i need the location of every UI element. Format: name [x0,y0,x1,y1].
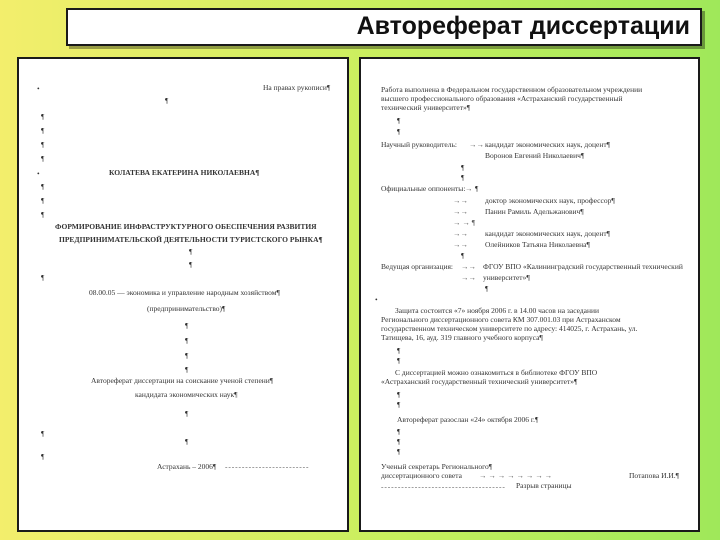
title-page-left [17,57,349,532]
thesis-title-line-2: ПРЕДПРИНИМАТЕЛЬСКОЙ ДЕЯТЕЛЬНОСТИ ТУРИСТСКОГО РЫНКА¶ [59,235,323,244]
pilcrow: ¶ [41,210,45,219]
slide-title: Автореферат диссертации [356,12,690,40]
pilcrow: ¶ [41,126,45,135]
specialty-code: 08.00.05 — экономика и управление народным хозяйством¶ [89,288,280,297]
pilcrow: ¶ [189,260,193,269]
supervisor-name: Воронов Евгений Николаевич¶ [485,151,585,160]
lead-org-line-2: университет»¶ [483,273,530,282]
defense-line-2: Регионального диссертационного совета КМ 307.001.03 при Астраханском [381,315,621,324]
pilcrow: ¶ [185,321,189,330]
secretary-line-1: Ученый секретарь Регионального¶ [381,462,493,471]
slide-title-box [66,8,702,46]
done-at-line-2: высшего профессионального образования «Астраханский государственный [381,94,623,103]
tab-arrows: →→ [453,229,468,238]
opponent-2-name: Олейников Татьяна Николаевна¶ [485,240,590,249]
abstract-note-line-2: кандидата экономических наук¶ [135,390,238,399]
tab-arrows: →→ [469,140,484,149]
lead-org-line-1: ФГОУ ВПО «Калининградский государственный технический [483,262,683,271]
bullet-mark: • [375,295,378,304]
tab-arrows: →→ [461,273,476,282]
page-break-line: - - - - - - - - - - - - - - - - - - - - - - - - - [225,462,308,471]
secretary-name: Потапова И.И.¶ [629,471,680,480]
tab-arrows: →→ [461,262,476,271]
specialty-detail: (предпринимательство)¶ [147,304,226,313]
secretary-line-2: диссертационного совета [381,471,462,480]
pilcrow: ¶ [41,273,45,282]
pilcrow: ¶ [185,365,189,374]
supervisor-label: Научный руководитель: [381,140,457,149]
library-line-2: «Астраханский государственный технический университет»¶ [381,377,578,386]
tab-arrows: →→ [453,196,468,205]
pilcrow: ¶ [41,154,45,163]
pilcrow: ¶ [461,251,465,260]
tab-arrows: → → → → → → → → [479,471,553,480]
thesis-title-line-1: ФОРМИРОВАНИЕ ИНФРАСТРУКТУРНОГО ОБЕСПЕЧЕНИЯ РАЗВИТИЯ [55,222,317,231]
defense-line-1: Защита состоится «7» ноября 2006 г. в 14.00 часов на заседании [395,306,600,315]
pilcrow: ¶ [475,184,479,193]
pilcrow: ¶ [41,140,45,149]
pilcrow: ¶ [397,400,401,409]
done-at-line-1: Работа выполнена в Федеральном государственном образовательном учреждении [381,85,643,94]
pilcrow: ¶ [41,452,45,461]
pilcrow: ¶ [397,447,401,456]
city-year: Астрахань – 2006¶ [157,462,217,471]
page-break-label: Разрыв страницы [513,481,575,490]
pilcrow: ¶ [397,127,401,136]
supervisor-degree: кандидат экономических наук, доцент¶ [485,140,611,149]
opponents-label: Официальные оппоненты: [381,184,466,193]
pilcrow: ¶ [461,163,465,172]
pilcrow: ¶ [185,409,189,418]
pilcrow: ¶ [185,437,189,446]
pilcrow: ¶ [41,112,45,121]
author-name: КОЛАТЕВА ЕКАТЕРИНА НИКОЛАЕВНА¶ [109,168,260,177]
tab-arrows: →→ [453,207,468,216]
tab-arrows: → [465,184,473,193]
manuscript-note: На правах рукописи¶ [263,83,331,92]
info-page-right [359,57,700,532]
sent-out-date: Автореферат разослан «24» октября 2006 г.¶ [397,415,539,424]
library-line-1: С диссертацией можно ознакомиться в библиотеке ФГОУ ВПО [395,368,598,377]
pilcrow: ¶ [397,356,401,365]
opponent-1-name: Панин Рамиль Адельжанович¶ [485,207,584,216]
pilcrow: ¶ [41,196,45,205]
pilcrow: ¶ [485,284,489,293]
opponent-1-degree: доктор экономических наук, профессор¶ [485,196,615,205]
lead-org-label: Ведущая организация: [381,262,454,271]
pilcrow: ¶ [397,116,401,125]
pilcrow: ¶ [397,427,401,436]
pilcrow: ¶ [185,336,189,345]
page-break-dashes: - - - - - - - - - - - - - - - - - - - - - - - - - - - - - - - - - - - - - [381,482,505,491]
bullet-mark: • [37,169,40,178]
done-at-line-3: технический университет»¶ [381,103,471,112]
pilcrow: ¶ [41,429,45,438]
abstract-note-line-1: Автореферат диссертации на соискание ученой степени¶ [91,376,274,385]
defense-line-3: государственном техническом университете по адресу: 414025, г. Астрахань, ул. [381,324,638,333]
defense-line-4: Татищева, 16, ауд. 319 главного учебного корпуса¶ [381,333,543,342]
pilcrow: ¶ [397,437,401,446]
pilcrow: ¶ [397,390,401,399]
tab-arrows: →→ [453,240,468,249]
pilcrow: ¶ [185,351,189,360]
pilcrow: ¶ [41,182,45,191]
pilcrow: ¶ [165,96,169,105]
bullet-mark: • [37,84,40,93]
pilcrow: ¶ [461,173,465,182]
tab-arrows: → → ¶ [453,218,476,227]
opponent-2-degree: кандидат экономических наук, доцент¶ [485,229,611,238]
pilcrow: ¶ [397,346,401,355]
pilcrow: ¶ [189,247,193,256]
